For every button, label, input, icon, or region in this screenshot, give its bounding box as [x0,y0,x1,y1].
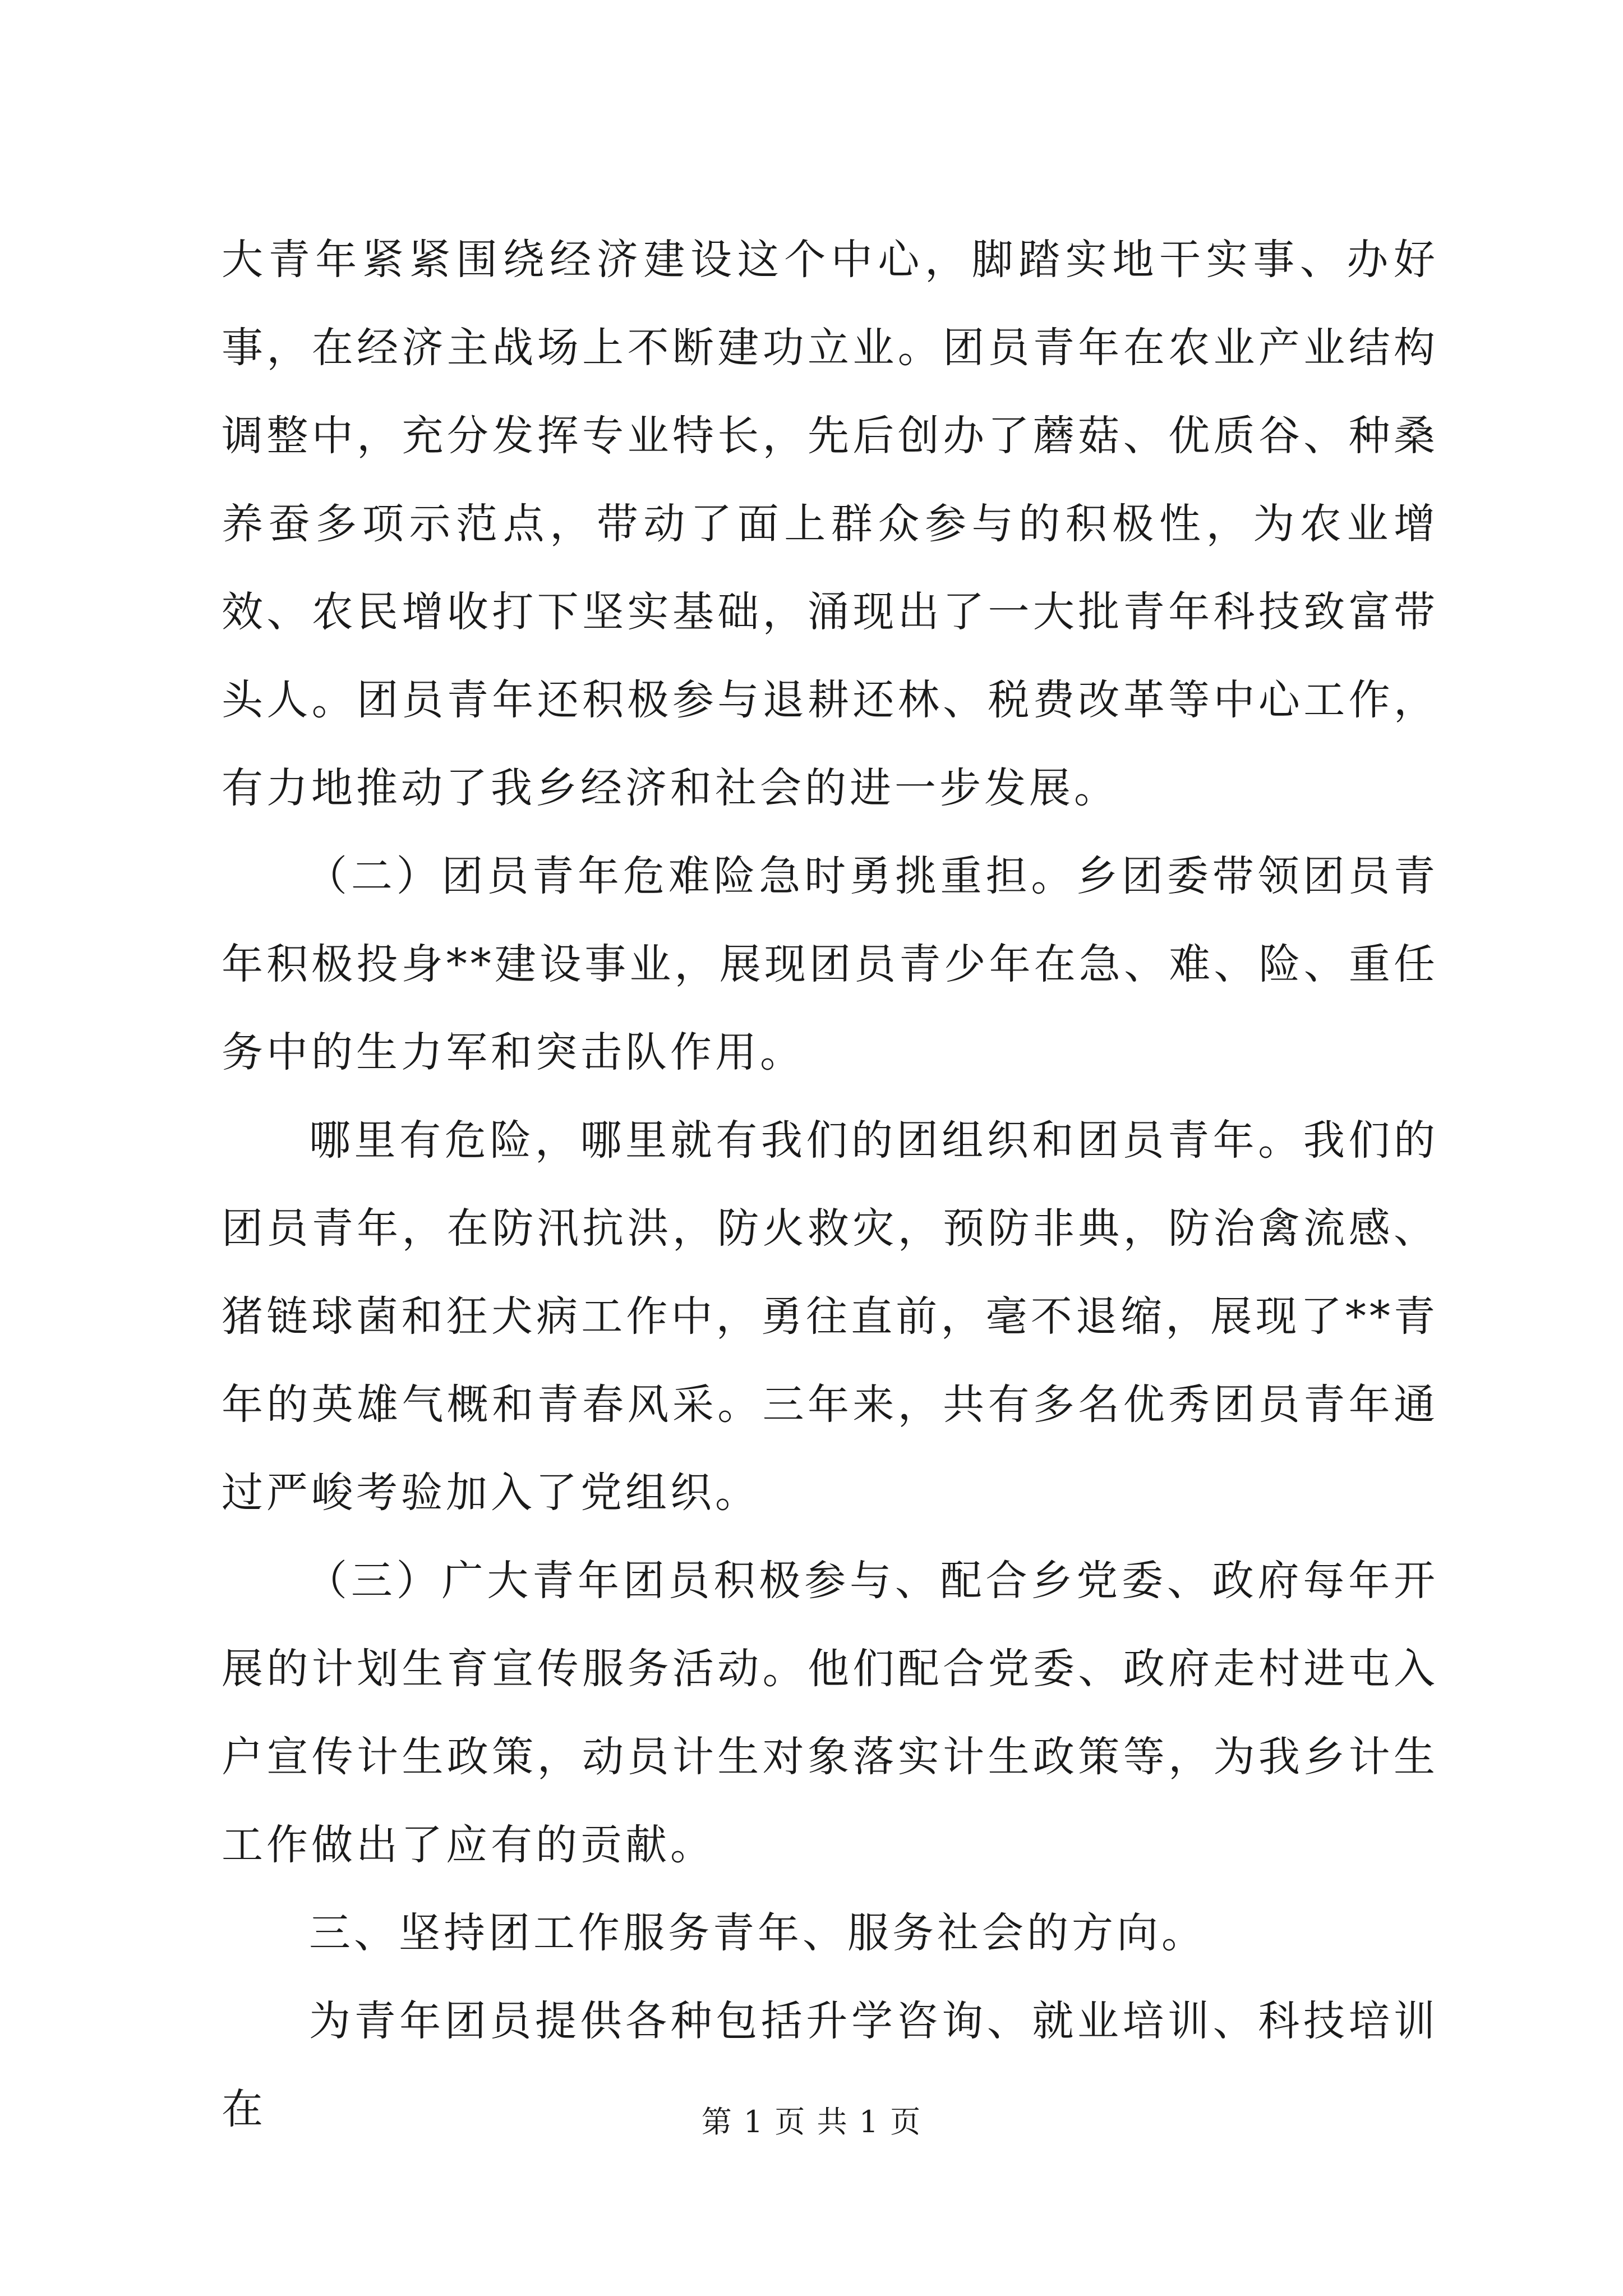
document-body [222,216,1438,2154]
paragraph-economic-construction: 大青年紧紧围绕经济建设这个中心，脚踏实地干实事、办好事，在经济主战场上不断建功立业。团员青年在农业产业结构调整中，充分发挥专业特长，先后创办了蘑菇、优质谷、种桑养蚕多项示范点，带动了面上群众参与的积极性，为农业增效、农民增收打下坚实基础，涌现出了一大批青年科技致富带头人。团员青年还积极参与退耕还林、税费改革等中心工作，有力地推动了我乡经济和社会的进一步发展。 [222,236,1438,812]
paragraph-heading-three: 三、坚持团工作服务青年、服务社会的方向。 [309,1909,1206,1957]
paragraph-section-two: （二）团员青年危难险急时勇挑重担。乡团委带领团员青年积极投身**建设事业，展现团员青少年在急、难、险、重任务中的生力军和突击队作用。 [222,852,1438,1076]
page-number-label: 第 1 页 共 1 页 [701,2104,922,2139]
paragraph-danger-response: 哪里有危险，哪里就有我们的团组织和团员青年。我们的团员青年，在防汛抗洪，防火救灾，预防非典，防治禽流感、猪链球菌和狂犬病工作中，勇往直前，毫不退缩，展现了**青年的英雄气概和青春风采。三年来，共有多名优秀团员青年通过严峻考验加入了党组织。 [222,1116,1438,1517]
page-footer [0,2102,1623,2142]
paragraph-section-three: （三）广大青年团员积极参与、配合乡党委、政府每年开展的计划生育宣传服务活动。他们配合党委、政府走村进屯入户宣传计生政策，动员计生对象落实计生政策等，为我乡计生工作做出了应有的贡献。 [222,1557,1438,1869]
paragraph-services: 为青年团员提供各种包括升学咨询、就业培训、科技培训在 [222,1997,1438,2133]
